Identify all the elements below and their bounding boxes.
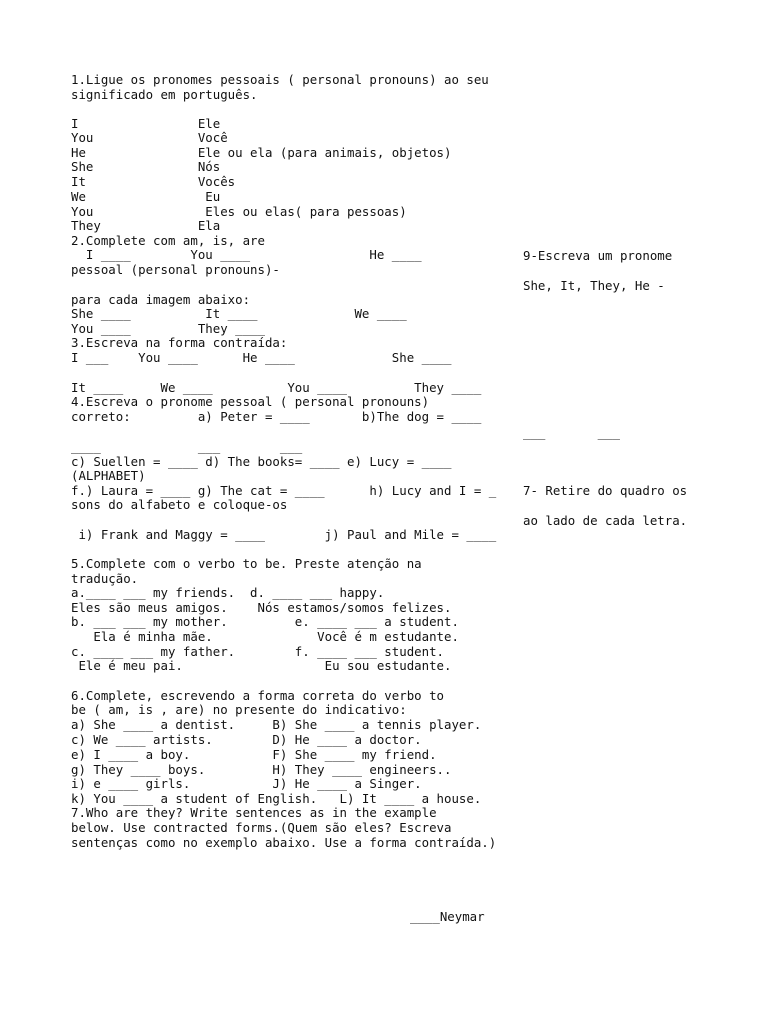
question-5-translation: Eles são meus amigos. Nós estamos/somos felizes.: [71, 600, 452, 615]
question-7-title-cont: sentenças como no exemplo abaixo. Use a forma contraída.): [71, 835, 497, 850]
question-4-row: correto: a) Peter = ____ b)The dog = ____: [71, 409, 482, 424]
question-5-row: a.____ ___ my friends. d. ____ ___ happy.: [71, 585, 385, 600]
question-2-row: I ____ You ____ He ____: [71, 247, 422, 262]
question-9-title: 9-Escreva um pronome: [523, 248, 673, 263]
pronoun-row: It Vocês: [71, 174, 236, 189]
question-1-title-cont: significado em português.: [71, 87, 258, 102]
question-4-title: 4.Escreva o pronome pessoal ( personal pronouns): [71, 394, 430, 409]
question-5-row: b. ___ ___ my mother. e. ____ ___ a student.: [71, 614, 459, 629]
question-9-text: para cada imagem abaixo:: [71, 292, 251, 307]
question-5-title-cont: tradução.: [71, 571, 139, 586]
footer-name: ____Neymar: [410, 909, 485, 924]
alphabet-label: (ALPHABET): [71, 468, 146, 483]
question-9-text: pessoal (personal pronouns)-: [71, 262, 280, 277]
question-5-row: c. ____ ___ my father. f. ____ ___ student.: [71, 644, 444, 659]
pronoun-row: They Ela: [71, 218, 221, 233]
question-5-translation: Ele é meu pai. Eu sou estudante.: [71, 658, 452, 673]
question-1-title: 1.Ligue os pronomes pessoais ( personal pronouns) ao seu: [71, 72, 489, 87]
question-6-row: g) They ____ boys. H) They ____ engineers..: [71, 762, 452, 777]
blank-row: ____ ___ ___: [71, 439, 303, 454]
question-4-row: f.) Laura = ____ g) The cat = ____ h) Lucy and I = _: [71, 483, 497, 498]
pronoun-row: She Nós: [71, 159, 221, 174]
question-6-title-cont: be ( am, is , are) no presente do indicativo:: [71, 702, 407, 717]
question-7-text: sons do alfabeto e coloque-os: [71, 497, 288, 512]
question-6-row: a) She ____ a dentist. B) She ____ a tennis player.: [71, 717, 482, 732]
pronoun-row: I Ele: [71, 116, 221, 131]
question-5-title: 5.Complete com o verbo to be. Preste atenção na: [71, 556, 422, 571]
pronoun-row: He Ele ou ela (para animais, objetos): [71, 145, 452, 160]
question-4-row: i) Frank and Maggy = ____ j) Paul and Mile = ____: [71, 527, 497, 542]
pronoun-options: She, It, They, He -: [523, 278, 665, 293]
question-6-title: 6.Complete, escrevendo a forma correta do verbo to: [71, 688, 444, 703]
blank-row: ___ ___: [523, 425, 620, 440]
question-7-title-cont: below. Use contracted forms.(Quem são eles? Escreva: [71, 820, 452, 835]
pronoun-row: You Você: [71, 130, 228, 145]
question-3-row: It ____ We ____ You ____ They ____: [71, 380, 482, 395]
question-3-title: 3.Escreva na forma contraída:: [71, 335, 288, 350]
question-2-row: She ____ It ____ We ____: [71, 306, 407, 321]
question-7-side-title: 7- Retire do quadro os: [523, 483, 688, 498]
question-2-row: You ____ They ____: [71, 321, 265, 336]
question-2-title: 2.Complete com am, is, are: [71, 233, 265, 248]
question-6-row: e) I ____ a boy. F) She ____ my friend.: [71, 747, 437, 762]
question-7-side-text: ao lado de cada letra.: [523, 513, 688, 528]
question-6-row: k) You ____ a student of English. L) It ____ a house.: [71, 791, 482, 806]
question-6-row: c) We ____ artists. D) He ____ a doctor.: [71, 732, 422, 747]
question-3-row: I ___ You ____ He ____ She ____: [71, 350, 452, 365]
pronoun-row: We Eu: [71, 189, 221, 204]
question-7-title: 7.Who are they? Write sentences as in the example: [71, 805, 437, 820]
question-6-row: i) e ____ girls. J) He ____ a Singer.: [71, 776, 422, 791]
pronoun-row: You Eles ou elas( para pessoas): [71, 204, 407, 219]
question-4-row: c) Suellen = ____ d) The books= ____ e) Lucy = ____: [71, 454, 452, 469]
question-5-translation: Ela é minha mãe. Você é m estudante.: [71, 629, 459, 644]
